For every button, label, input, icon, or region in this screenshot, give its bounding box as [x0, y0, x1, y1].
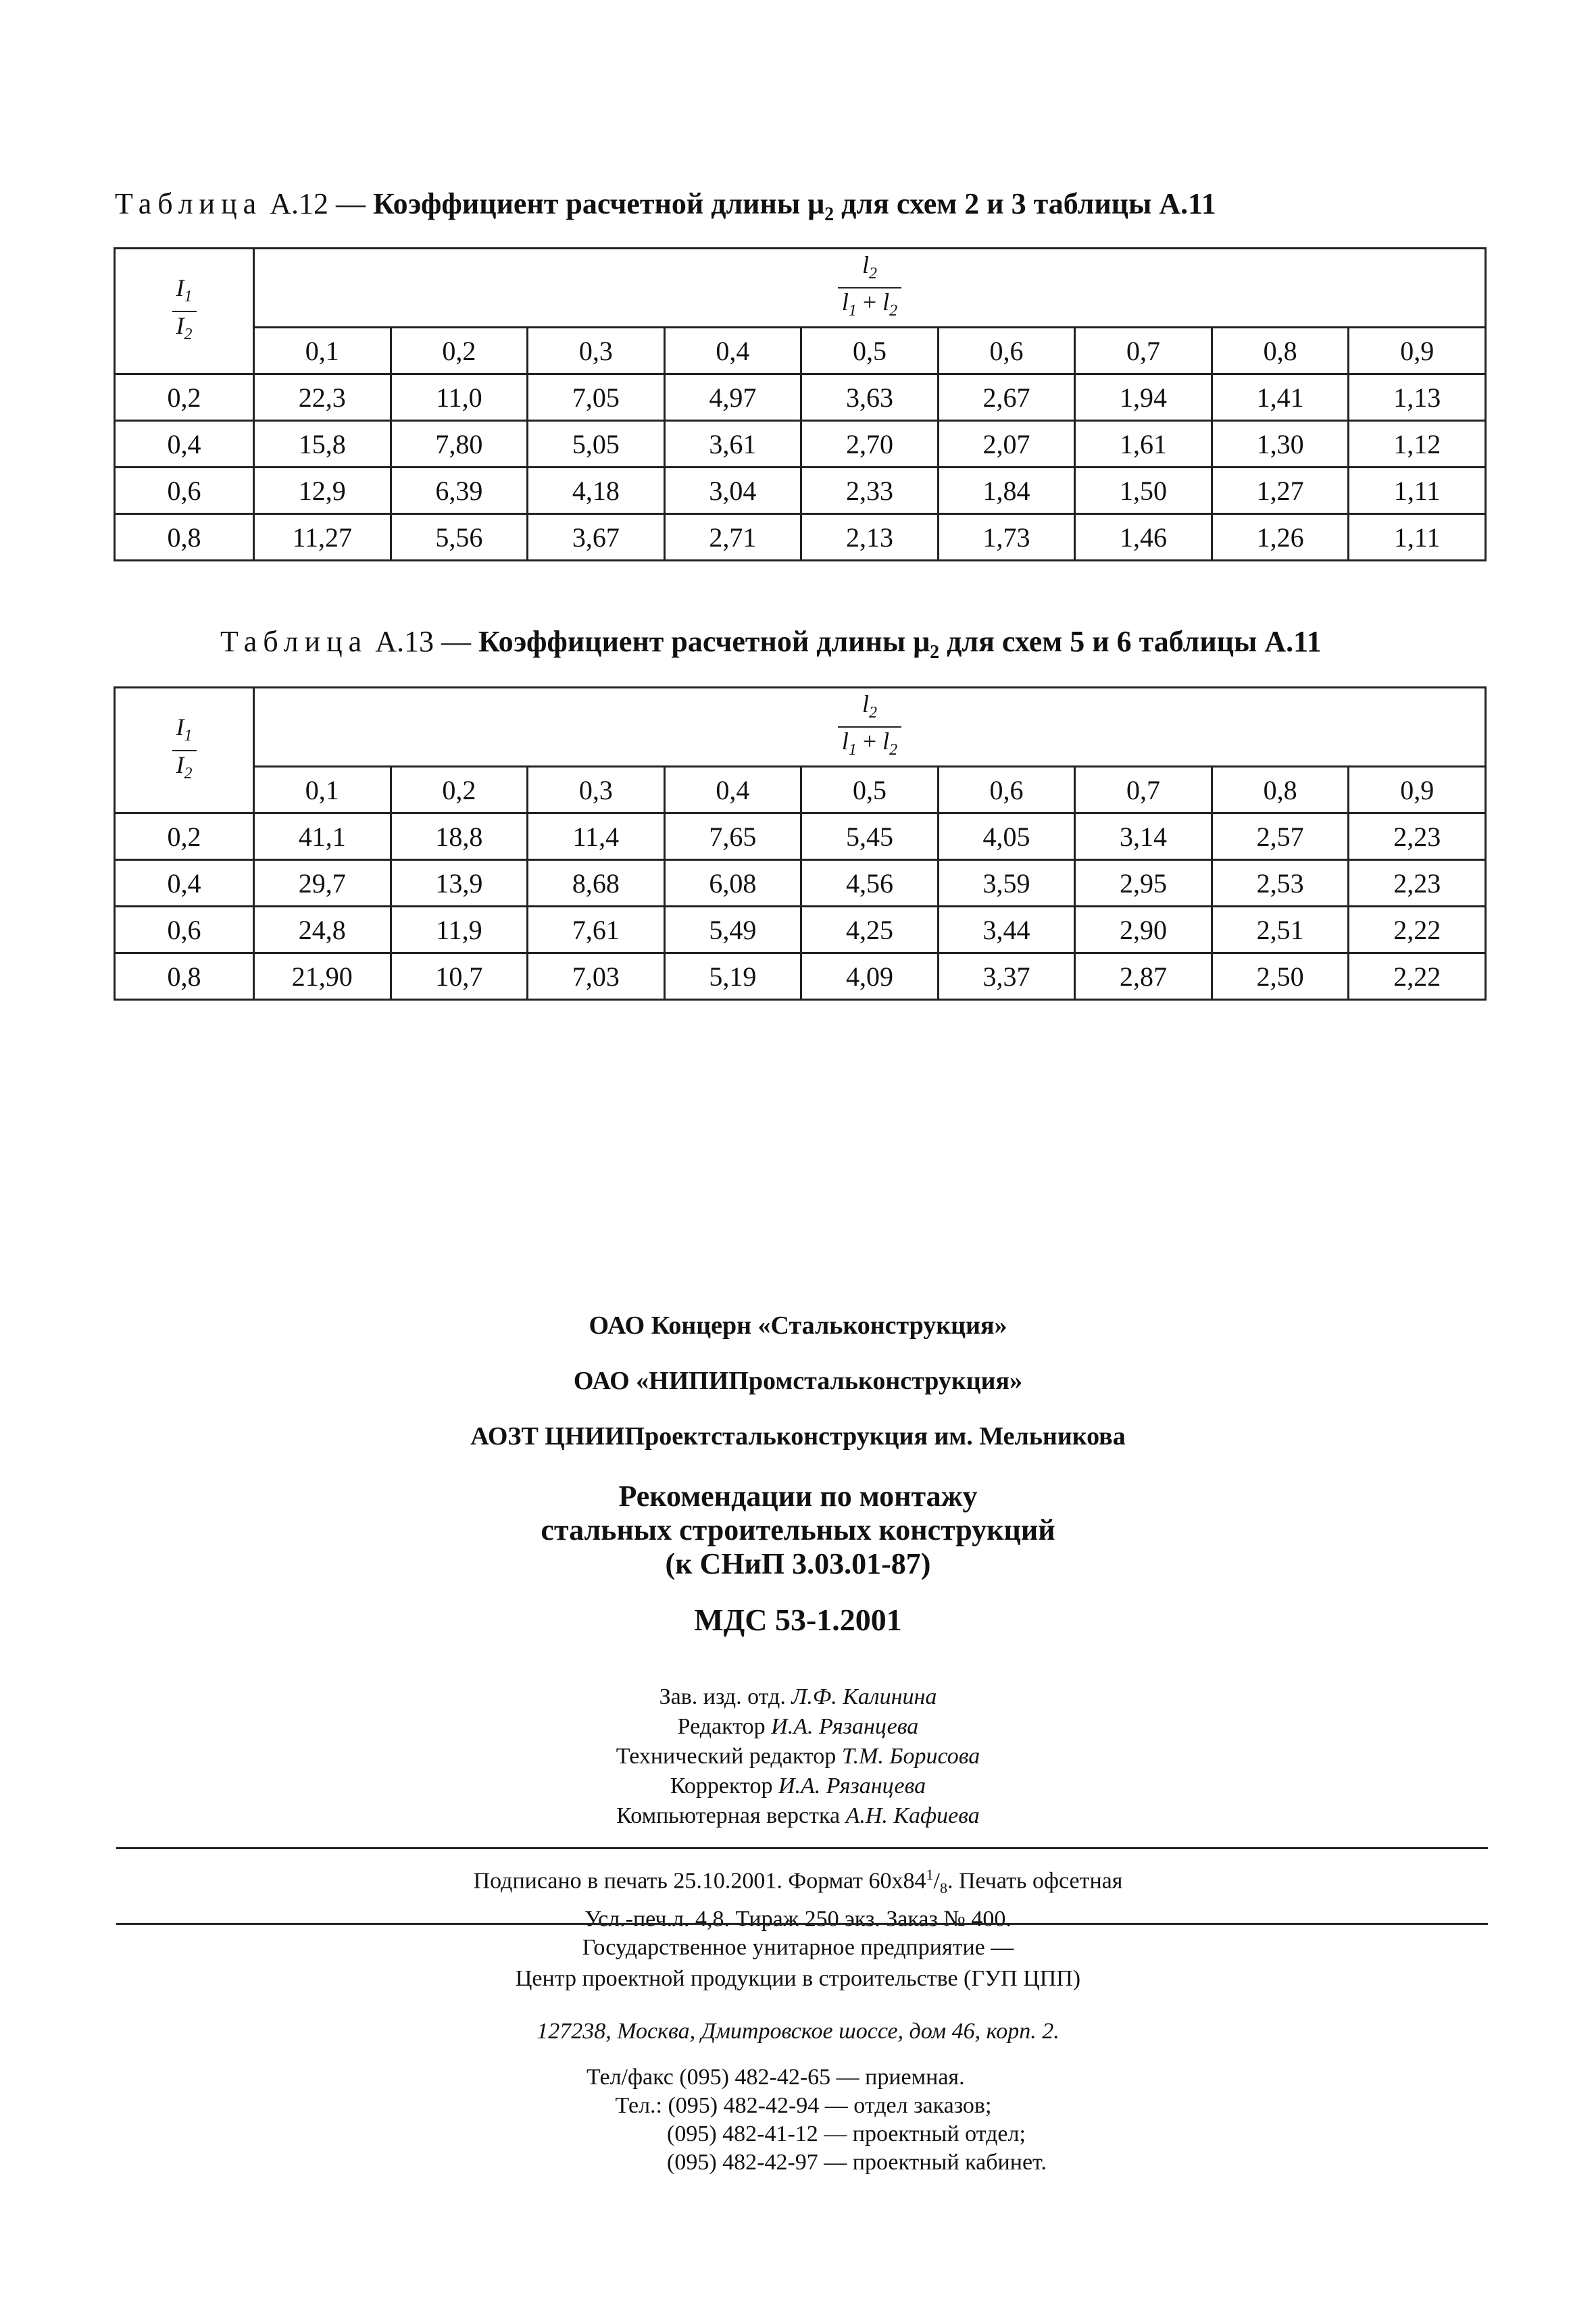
table-cell: 2,50 [1212, 953, 1349, 1000]
table-cell: 1,30 [1212, 421, 1349, 468]
table-cell: 10,7 [391, 953, 528, 1000]
i1-over-i2-fraction: $\frac{I_1}{I_2}$ [172, 713, 197, 786]
table-cell: 2,90 [1075, 907, 1212, 953]
table-cell: 1,84 [938, 468, 1075, 514]
table-cell: 29,7 [254, 860, 391, 907]
i1-over-i2-fraction: $\frac{I_1}{I_2}$ [172, 274, 197, 347]
table-cell: 7,03 [528, 953, 665, 1000]
table-cell: 8,68 [528, 860, 665, 907]
caption-code: А.12 — [270, 187, 366, 220]
table-cell: 2,53 [1212, 860, 1349, 907]
table-cell: 7,05 [528, 374, 665, 421]
col-value: 0,9 [1349, 767, 1486, 813]
table-cell: 2,07 [938, 421, 1075, 468]
table-cell: 7,80 [391, 421, 528, 468]
phone-list [587, 2063, 1047, 2177]
table-cell: 6,39 [391, 468, 528, 514]
document-code: МДС 53-1.2001 [694, 1603, 902, 1637]
table-cell: 5,05 [528, 421, 665, 468]
table-cell: 2,57 [1212, 813, 1349, 860]
col-value: 0,7 [1075, 328, 1212, 374]
col-value: 0,1 [254, 767, 391, 813]
row-label: 0,6 [115, 907, 254, 953]
credit-line: Зав. изд. отд. Л.Ф. Калинина [659, 1684, 937, 1709]
caption-title: Коэффициент расчетной длины $\mu_2$ для схем 2 и 3 таблицы А.11 [372, 187, 1216, 225]
table-cell: 5,56 [391, 514, 528, 561]
table-cell: 4,09 [801, 953, 939, 1000]
table-row [115, 421, 1486, 468]
l2-over-l1-plus-l2-fraction: $\frac{l_2}{l_1 + l_2}$ [838, 251, 901, 324]
col-value: 0,4 [664, 767, 801, 813]
table-cell: 11,9 [391, 907, 528, 953]
publisher-address: 127238, Москва, Дмитровское шоссе, дом 46, корп. 2. [537, 2019, 1059, 2044]
table-cell: 11,0 [391, 374, 528, 421]
table-row [115, 860, 1486, 907]
table-cell: 2,22 [1349, 953, 1486, 1000]
table-cell: 1,11 [1349, 468, 1486, 514]
table-cell: 1,46 [1075, 514, 1212, 561]
row-label: 0,2 [115, 813, 254, 860]
table-cell: 2,51 [1212, 907, 1349, 953]
table-row [115, 813, 1486, 860]
row-label: 0,8 [115, 514, 254, 561]
table-cell: 3,61 [664, 421, 801, 468]
table-a13-caption [220, 623, 1585, 672]
table-cell: 2,71 [664, 514, 801, 561]
l2-over-l1-plus-l2-fraction: $\frac{l_2}{l_1 + l_2}$ [838, 690, 901, 763]
divider-top [116, 1847, 1488, 1849]
table-cell: 24,8 [254, 907, 391, 953]
table-cell: 41,1 [254, 813, 391, 860]
col-value: 0,3 [528, 767, 665, 813]
table-cell: 2,13 [801, 514, 939, 561]
title-line-3: (к СНиП 3.03.01-87) [665, 1547, 931, 1580]
col-value: 0,1 [254, 328, 391, 374]
row-label: 0,4 [115, 860, 254, 907]
col-value: 0,3 [528, 328, 665, 374]
col-header-cell [254, 688, 1486, 767]
table-cell: 13,9 [391, 860, 528, 907]
credit-line: Компьютерная верстка А.Н. Кафиева [616, 1803, 980, 1828]
table-cell: 1,12 [1349, 421, 1486, 468]
caption-code: А.13 — [375, 625, 471, 658]
column-values-row [115, 767, 1486, 813]
col-value: 0,6 [938, 328, 1075, 374]
table-cell: 3,14 [1075, 813, 1212, 860]
table-cell: 2,87 [1075, 953, 1212, 1000]
col-value: 0,4 [664, 328, 801, 374]
table-cell: 1,50 [1075, 468, 1212, 514]
publisher-line-1: Государственное унитарное предприятие — [582, 1935, 1014, 1960]
table-cell: 2,23 [1349, 813, 1486, 860]
table-cell: 5,49 [664, 907, 801, 953]
org-line-2: ОАО «НИПИПромстальконструкция» [573, 1367, 1023, 1395]
table-cell: 3,44 [938, 907, 1075, 953]
table-cell: 22,3 [254, 374, 391, 421]
col-value: 0,8 [1212, 767, 1349, 813]
table-cell: 7,61 [528, 907, 665, 953]
table-a12 [114, 247, 1487, 561]
row-label: 0,4 [115, 421, 254, 468]
credit-line: Редактор И.А. Рязанцева [677, 1714, 919, 1739]
phone-line: (095) 482-42-97 — проектный кабинет. [587, 2150, 1047, 2175]
table-cell: 4,05 [938, 813, 1075, 860]
org-line-3: АОЗТ ЦНИИПроектстальконструкция им. Мельникова [470, 1422, 1126, 1451]
title-line-2: стальных строительных конструкций [541, 1513, 1055, 1546]
col-value: 0,5 [801, 767, 939, 813]
divider-bottom [116, 1923, 1488, 1925]
table-cell: 3,67 [528, 514, 665, 561]
col-value: 0,5 [801, 328, 939, 374]
table-cell: 2,95 [1075, 860, 1212, 907]
row-label: 0,2 [115, 374, 254, 421]
table-row [115, 468, 1486, 514]
table-cell: 7,65 [664, 813, 801, 860]
col-header-cell [254, 249, 1486, 328]
col-value: 0,8 [1212, 328, 1349, 374]
row-header-cell [115, 249, 254, 374]
table-row [115, 374, 1486, 421]
col-value: 0,6 [938, 767, 1075, 813]
table-a12-caption [115, 185, 1480, 234]
table-cell: 15,8 [254, 421, 391, 468]
table-cell: 4,18 [528, 468, 665, 514]
title-line-1: Рекомендации по монтажу [618, 1480, 978, 1513]
credit-line: Корректор И.А. Рязанцева [670, 1774, 926, 1799]
caption-prefix: Таблица [115, 187, 263, 220]
table-cell: 1,27 [1212, 468, 1349, 514]
print-line-1: Подписано в печать 25.10.2001. Формат $60х84^1/_8$. Печать офсетная [473, 1866, 1123, 1897]
table-cell: 1,41 [1212, 374, 1349, 421]
table-cell: 4,97 [664, 374, 801, 421]
phone-line: Тел.: (095) 482-42-94 — отдел заказов; [587, 2093, 992, 2118]
table-a13 [114, 686, 1487, 1001]
phone-line: Тел/факс (095) 482-42-65 — приемная. [587, 2065, 965, 2090]
table-cell: 1,61 [1075, 421, 1212, 468]
table-cell: 1,94 [1075, 374, 1212, 421]
table-cell: 2,67 [938, 374, 1075, 421]
table-cell: 3,04 [664, 468, 801, 514]
table-cell: 6,08 [664, 860, 801, 907]
table-cell: 2,23 [1349, 860, 1486, 907]
publisher-line-2: Центр проектной продукции в строительстве (ГУП ЦПП) [515, 1966, 1081, 1991]
table-cell: 11,27 [254, 514, 391, 561]
table-cell: 4,56 [801, 860, 939, 907]
credit-line: Технический редактор Т.М. Борисова [616, 1744, 980, 1769]
row-header-cell [115, 688, 254, 813]
table-cell: 3,59 [938, 860, 1075, 907]
col-value: 0,2 [391, 767, 528, 813]
table-cell: 3,63 [801, 374, 939, 421]
table-cell: 21,90 [254, 953, 391, 1000]
org-line-1: ОАО Концерн «Стальконструкция» [589, 1311, 1007, 1340]
caption-title: Коэффициент расчетной длины $\mu_2$ для схем 5 и 6 таблицы А.11 [478, 625, 1322, 663]
credits-block [0, 1682, 1596, 1831]
publisher-block [0, 1932, 1596, 1994]
table-cell: 4,25 [801, 907, 939, 953]
table-cell: 11,4 [528, 813, 665, 860]
phone-line: (095) 482-41-12 — проектный отдел; [587, 2121, 1026, 2146]
document-title [0, 1480, 1596, 1581]
table-cell: 12,9 [254, 468, 391, 514]
table-row [115, 514, 1486, 561]
table-cell: 1,26 [1212, 514, 1349, 561]
table-cell: 1,73 [938, 514, 1075, 561]
col-value: 0,9 [1349, 328, 1486, 374]
table-cell: 5,19 [664, 953, 801, 1000]
row-label: 0,6 [115, 468, 254, 514]
table-cell: 2,70 [801, 421, 939, 468]
print-line-2: Усл.-печ.л. 4,8. Тираж 250 экз. Заказ № 400. [584, 1907, 1012, 1932]
row-label: 0,8 [115, 953, 254, 1000]
table-cell: 2,22 [1349, 907, 1486, 953]
table-cell: 1,11 [1349, 514, 1486, 561]
caption-prefix: Таблица [220, 625, 368, 658]
table-cell: 1,13 [1349, 374, 1486, 421]
table-cell: 18,8 [391, 813, 528, 860]
table-row [115, 907, 1486, 953]
table-cell: 3,37 [938, 953, 1075, 1000]
col-value: 0,7 [1075, 767, 1212, 813]
column-values-row [115, 328, 1486, 374]
table-row [115, 953, 1486, 1000]
table-cell: 5,45 [801, 813, 939, 860]
col-value: 0,2 [391, 328, 528, 374]
table-cell: 2,33 [801, 468, 939, 514]
